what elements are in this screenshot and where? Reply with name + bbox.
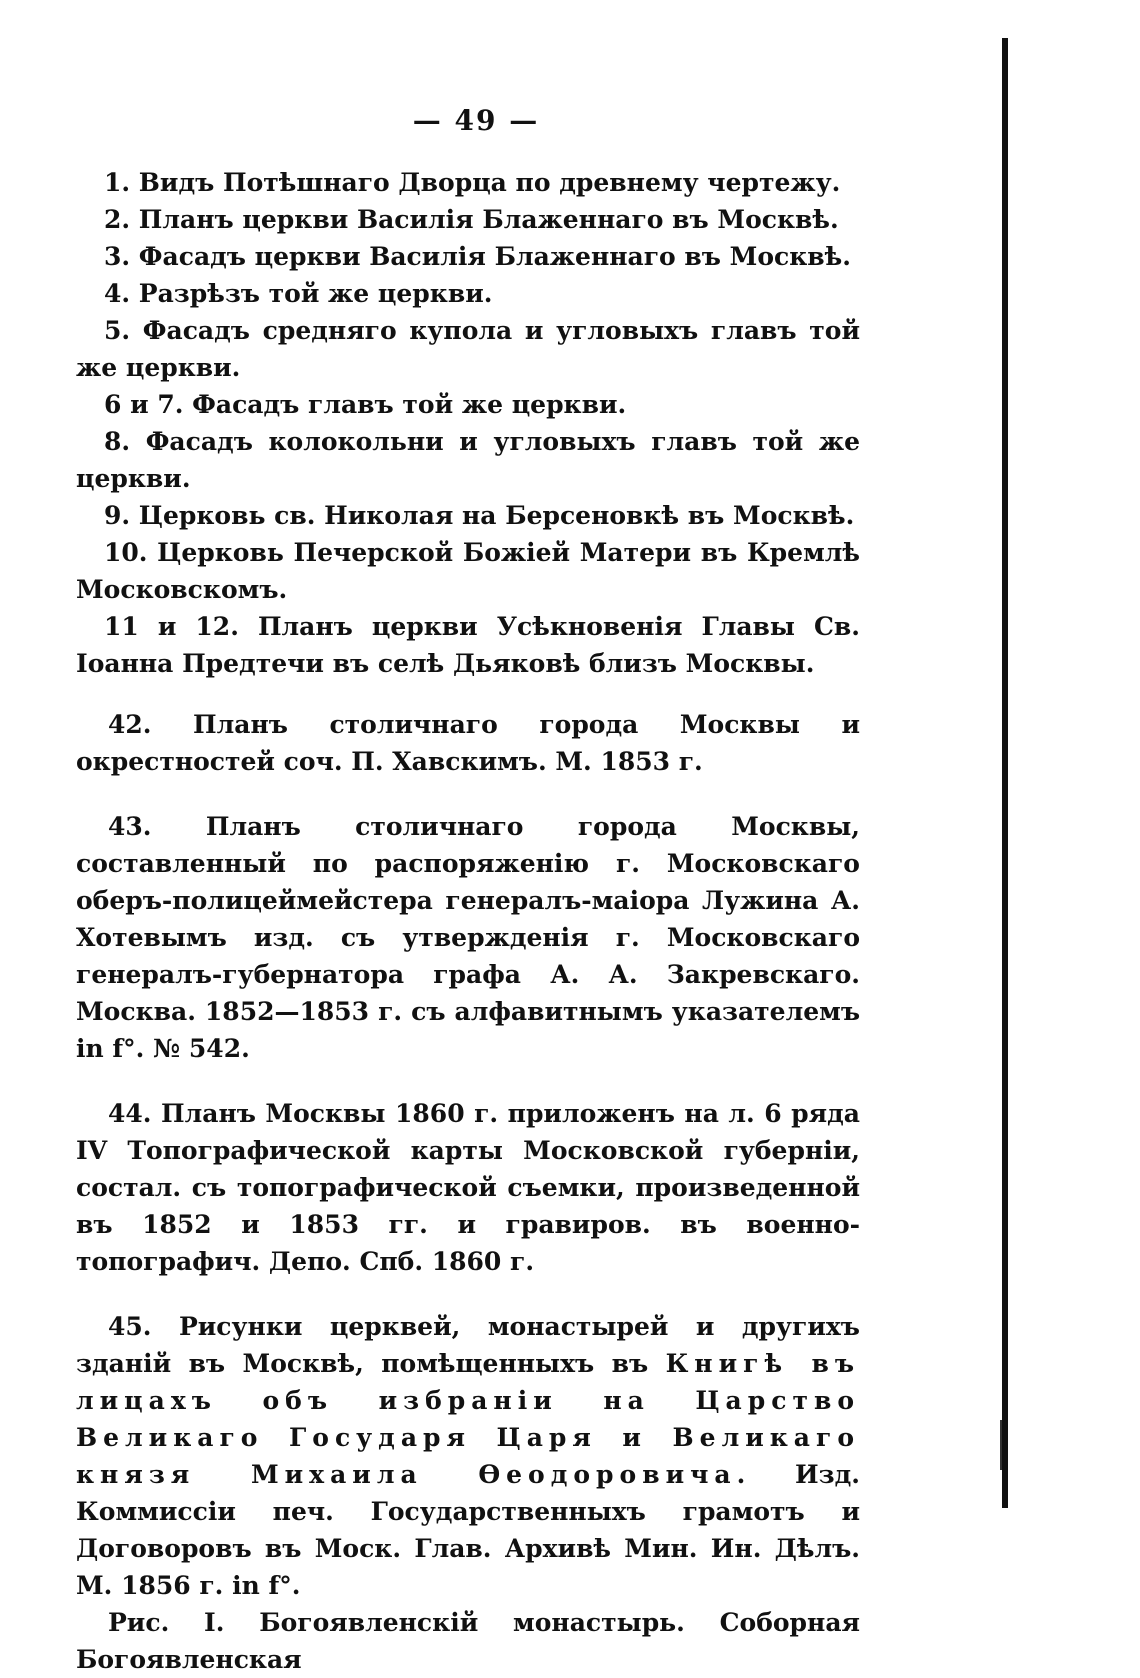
illustration-list — [76, 164, 860, 1678]
entry-ris-1: Рис. I. Богоявленскій монастырь. Соборная Богоявленская — [76, 1608, 860, 1674]
list-item: 10. Церковь Печерской Божіей Матери въ Кремлѣ Московскомъ. — [76, 538, 860, 604]
list-item: 4. Разрѣзъ той же церкви. — [104, 279, 493, 308]
list-item: 1. Видъ Потѣшнаго Дворца по древнему чертежу. — [104, 168, 841, 197]
list-item: 2. Планъ церкви Василія Блаженнаго въ Москвѣ. — [104, 205, 839, 234]
list-item: 11 и 12. Планъ церкви Усѣкновенія Главы Св. Іоанна Предтечи въ селѣ Дьяковѣ близъ Москвы. — [76, 612, 860, 678]
page-edge-mark — [1000, 1420, 1002, 1470]
entry-42: 42. Планъ столичнаго города Москвы и окрестностей соч. П. Хавскимъ. М. 1853 г. — [76, 710, 860, 776]
list-item: 3. Фасадъ церкви Василія Блаженнаго въ Москвѣ. — [104, 242, 851, 271]
entry-45-start: 45. Рисунки церквей, монастырей и другихъ зданій въ Москвѣ, помѣщенныхъ въ — [76, 1312, 860, 1378]
entry-43: 43. Планъ столичнаго города Москвы, составленный по распоряженію г. Московскаго оберъ-полицеймейстера генералъ-маіора Лужина А. Хотевымъ изд. съ утвержденія г. Московскаго генералъ-губернатора графа А. А. Закревскаго. Москва. 1852—1853 г. съ алфавитнымъ указателемъ in f°. № 542. — [76, 812, 860, 1063]
list-item: 5. Фасадъ средняго купола и угловыхъ главъ той же церкви. — [76, 316, 860, 382]
page-number: — 49 — — [412, 104, 540, 137]
entry-44: 44. Планъ Москвы 1860 г. приложенъ на л. 6 ряда IV Топографической карты Московской губерніи, состал. съ топографической съемки, произведенной въ 1852 и 1853 гг. и гравиров. въ военно-топографич. Депо. Спб. 1860 г. — [76, 1099, 860, 1276]
entry-45 — [76, 1308, 860, 1604]
list-item: 6 и 7. Фасадъ главъ той же церкви. — [104, 390, 627, 419]
page-edge-line — [1002, 38, 1008, 1508]
entry-45-book-title: Книгѣ въ лицахъ объ избраніи на Царство Великаго Государя Царя и Великаго князя Михаила Ѳеодоровича — [76, 1349, 861, 1489]
list-item: 9. Церковь св. Николая на Берсеновкѣ въ Москвѣ. — [104, 501, 855, 530]
list-item: 8. Фасадъ колокольни и угловыхъ главъ той же церкви. — [76, 427, 860, 493]
entry-45-end: . Изд. Коммиссіи печ. Государственныхъ грамотъ и Договоровъ въ Моск. Глав. Архивѣ Мин. Ин. Дѣлъ. М. 1856 г. in f°. — [76, 1460, 860, 1600]
